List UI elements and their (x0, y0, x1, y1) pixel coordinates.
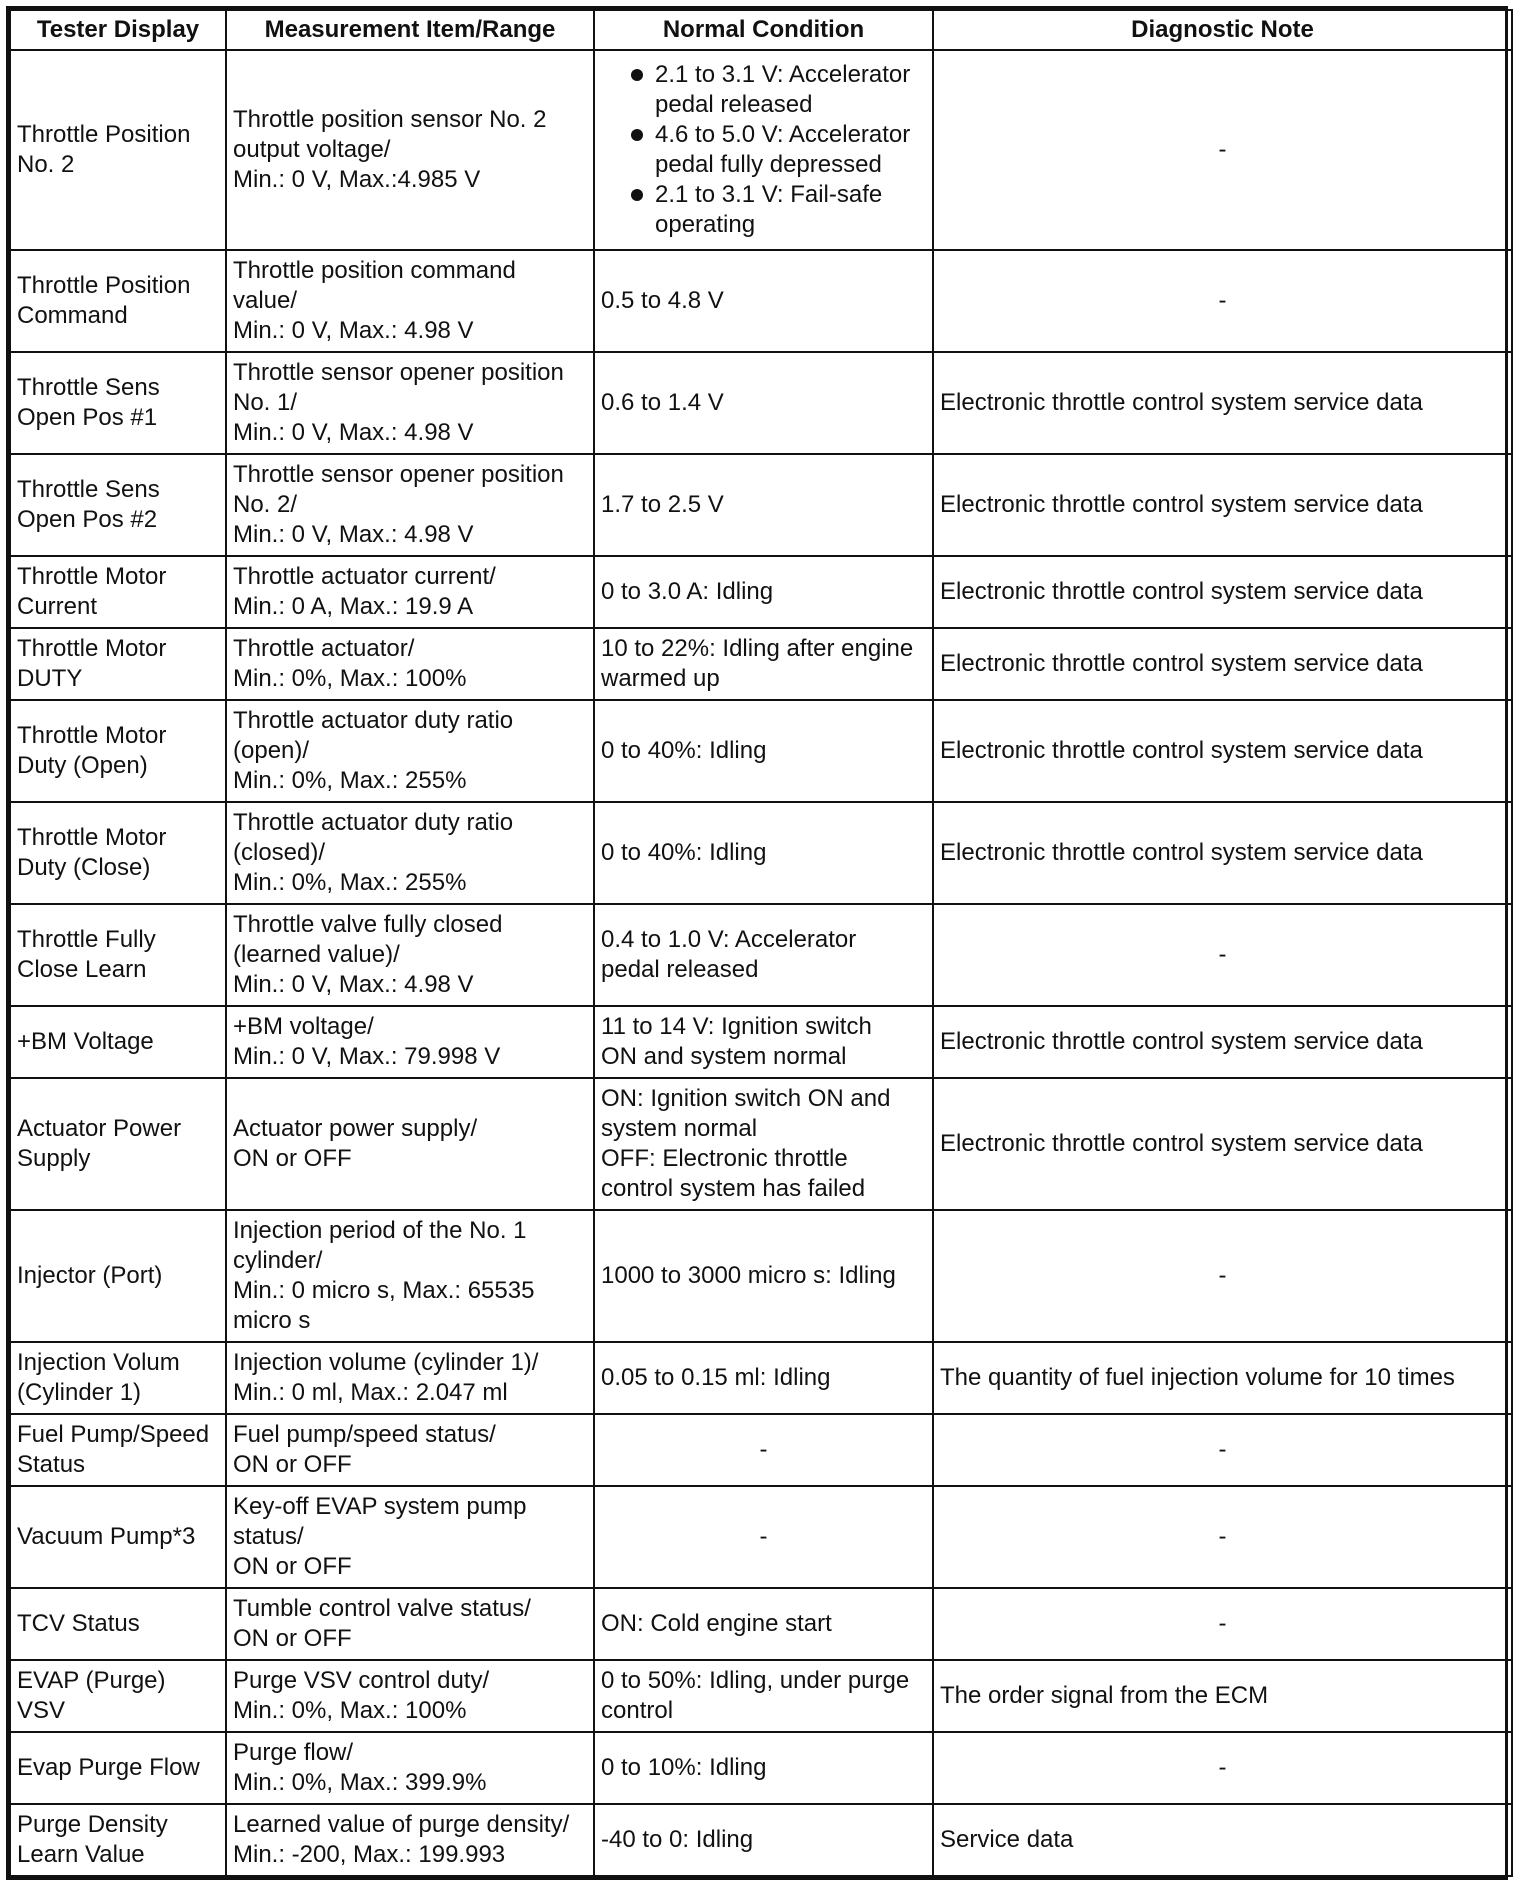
cell-diagnostic-note: Electronic throttle control system service data (933, 628, 1512, 700)
cell-diagnostic-note: - (933, 1210, 1512, 1342)
measurement-line: No. 1/ (233, 389, 298, 416)
cell-measurement-range (226, 628, 594, 700)
cell-diagnostic-note: Electronic throttle control system service data (933, 700, 1512, 802)
cell-normal-condition (594, 700, 933, 802)
cell-diagnostic-note: Service data (933, 1804, 1512, 1876)
measurement-line: value/ (233, 287, 298, 314)
cell-tester-display (10, 1732, 226, 1804)
condition-line: 1000 to 3000 micro s: Idling (601, 1262, 896, 1289)
condition-line: -40 to 0: Idling (601, 1826, 754, 1853)
cell-tester-display (10, 1210, 226, 1342)
measurement-line: (learned value)/ (233, 941, 400, 968)
measurement-line: Throttle actuator/ (233, 635, 415, 662)
cell-normal-condition (594, 1006, 933, 1078)
header-measurement-item: Measurement Item/Range (226, 10, 594, 50)
cell-measurement-range (226, 1342, 594, 1414)
cell-measurement-range (226, 1804, 594, 1876)
cell-measurement-range (226, 700, 594, 802)
table-row (10, 1660, 1512, 1732)
tester-display-line: Throttle Position (17, 121, 191, 148)
table-row (10, 1414, 1512, 1486)
cell-measurement-range (226, 1006, 594, 1078)
condition-line: ON: Cold engine start (601, 1610, 832, 1637)
cell-diagnostic-note: Electronic throttle control system service data (933, 802, 1512, 904)
table-row (10, 1210, 1512, 1342)
condition-line: 0.6 to 1.4 V (601, 389, 724, 416)
tester-display-line: Purge Density (17, 1811, 168, 1838)
cell-measurement-range (226, 802, 594, 904)
condition-line: ON: Ignition switch ON and (601, 1085, 891, 1112)
measurement-line: Min.: 0 V, Max.: 4.98 V (233, 521, 474, 548)
cell-diagnostic-note: Electronic throttle control system service data (933, 556, 1512, 628)
measurement-line: Purge VSV control duty/ (233, 1667, 490, 1694)
cell-diagnostic-note: Electronic throttle control system service data (933, 454, 1512, 556)
cell-tester-display (10, 1804, 226, 1876)
cell-normal-condition (594, 250, 933, 352)
measurement-line: Min.: 0%, Max.: 100% (233, 665, 467, 692)
tester-display-line: EVAP (Purge) (17, 1667, 166, 1694)
table-frame (6, 6, 1508, 1880)
measurement-line: Min.: 0 V, Max.: 79.998 V (233, 1043, 501, 1070)
table-row (10, 556, 1512, 628)
tester-display-line: Fuel Pump/Speed (17, 1421, 210, 1448)
table-row (10, 352, 1512, 454)
measurement-line: Throttle position command (233, 257, 516, 284)
condition-bullet-item: 4.6 to 5.0 V: Accelerator pedal fully depressed (631, 120, 926, 180)
tester-display-line: (Cylinder 1) (17, 1379, 142, 1406)
cell-tester-display (10, 454, 226, 556)
table-row (10, 802, 1512, 904)
tester-display-line: DUTY (17, 665, 83, 692)
measurement-line: cylinder/ (233, 1247, 323, 1274)
cell-diagnostic-note: The quantity of fuel injection volume for 10 times (933, 1342, 1512, 1414)
tester-display-line: Injector (Port) (17, 1262, 163, 1289)
table-row (10, 50, 1512, 250)
cell-normal-condition (594, 904, 933, 1006)
cell-diagnostic-note: Electronic throttle control system service data (933, 1078, 1512, 1210)
measurement-line: Min.: 0 micro s, Max.: 65535 (233, 1277, 535, 1304)
table-row (10, 1342, 1512, 1414)
tester-display-line: Throttle Position (17, 272, 191, 299)
condition-line: 0.5 to 4.8 V (601, 287, 724, 314)
tester-display-line: Throttle Motor (17, 563, 167, 590)
cell-tester-display (10, 1414, 226, 1486)
cell-tester-display (10, 352, 226, 454)
measurement-line: Min.: 0 V, Max.: 4.98 V (233, 419, 474, 446)
condition-line: 11 to 14 V: Ignition switch (601, 1013, 872, 1040)
condition-line: 0.05 to 0.15 ml: Idling (601, 1364, 831, 1391)
measurement-line: Min.: 0%, Max.: 100% (233, 1697, 467, 1724)
measurement-line: Actuator power supply/ (233, 1115, 478, 1142)
measurement-line: Min.: 0 A, Max.: 19.9 A (233, 593, 474, 620)
header-normal-condition: Normal Condition (594, 10, 933, 50)
cell-diagnostic-note: - (933, 1732, 1512, 1804)
table-body (10, 50, 1512, 1876)
cell-normal-condition: - (594, 1414, 933, 1486)
cell-tester-display (10, 1342, 226, 1414)
cell-diagnostic-note: Electronic throttle control system service data (933, 352, 1512, 454)
tester-display-line: Evap Purge Flow (17, 1754, 200, 1781)
measurement-line: Learned value of purge density/ (233, 1811, 570, 1838)
measurement-line: Throttle valve fully closed (233, 911, 503, 938)
header-diagnostic-note: Diagnostic Note (933, 10, 1512, 50)
condition-line: warmed up (601, 665, 720, 692)
measurement-line: ON or OFF (233, 1451, 352, 1478)
measurement-line: Throttle actuator current/ (233, 563, 496, 590)
tester-display-line: Command (17, 302, 128, 329)
tester-display-line: Throttle Motor (17, 722, 167, 749)
cell-normal-condition (594, 1732, 933, 1804)
cell-diagnostic-note: - (933, 1486, 1512, 1588)
measurement-line: Min.: 0%, Max.: 255% (233, 767, 467, 794)
cell-tester-display (10, 250, 226, 352)
tester-display-line: Current (17, 593, 98, 620)
cell-normal-condition (594, 1210, 933, 1342)
condition-line: 0.4 to 1.0 V: Accelerator (601, 926, 857, 953)
measurement-line: ON or OFF (233, 1625, 352, 1652)
cell-normal-condition (594, 1342, 933, 1414)
measurement-line: +BM voltage/ (233, 1013, 374, 1040)
tester-display-line: Injection Volum (17, 1349, 180, 1376)
condition-line: 10 to 22%: Idling after engine (601, 635, 914, 662)
cell-tester-display (10, 1078, 226, 1210)
measurement-line: Throttle actuator duty ratio (233, 707, 514, 734)
condition-line: 0 to 50%: Idling, under purge (601, 1667, 910, 1694)
condition-line: control system has failed (601, 1175, 866, 1202)
tester-display-line: Open Pos #1 (17, 404, 158, 431)
tester-display-line: Status (17, 1451, 86, 1478)
tester-display-line: Vacuum Pump*3 (17, 1523, 196, 1550)
condition-bullet-list (601, 60, 926, 240)
cell-measurement-range (226, 556, 594, 628)
cell-diagnostic-note: - (933, 50, 1512, 250)
cell-tester-display (10, 1006, 226, 1078)
cell-measurement-range (226, 352, 594, 454)
measurement-line: Throttle actuator duty ratio (233, 809, 514, 836)
cell-normal-condition (594, 1078, 933, 1210)
tester-display-line: Throttle Motor (17, 824, 167, 851)
cell-measurement-range (226, 1078, 594, 1210)
cell-diagnostic-note: - (933, 1588, 1512, 1660)
measurement-line: micro s (233, 1307, 311, 1334)
tester-display-line: Throttle Sens (17, 374, 160, 401)
table-row (10, 1588, 1512, 1660)
condition-line: 0 to 40%: Idling (601, 737, 767, 764)
condition-line: control (601, 1697, 674, 1724)
cell-tester-display (10, 50, 226, 250)
cell-diagnostic-note: - (933, 1414, 1512, 1486)
cell-normal-condition (594, 1588, 933, 1660)
cell-measurement-range (226, 454, 594, 556)
cell-diagnostic-note: - (933, 250, 1512, 352)
measurement-line: (open)/ (233, 737, 310, 764)
condition-line: 1.7 to 2.5 V (601, 491, 724, 518)
tester-display-line: Throttle Motor (17, 635, 167, 662)
table-row (10, 628, 1512, 700)
measurement-line: status/ (233, 1523, 304, 1550)
condition-line: ON and system normal (601, 1043, 847, 1070)
measurement-line: Min.: 0 V, Max.: 4.98 V (233, 317, 474, 344)
cell-tester-display (10, 628, 226, 700)
measurement-line: (closed)/ (233, 839, 326, 866)
measurement-line: Min.: 0 ml, Max.: 2.047 ml (233, 1379, 508, 1406)
measurement-line: output voltage/ (233, 136, 391, 163)
cell-diagnostic-note: The order signal from the ECM (933, 1660, 1512, 1732)
measurement-line: Throttle sensor opener position (233, 461, 564, 488)
condition-line: 0 to 3.0 A: Idling (601, 578, 774, 605)
cell-normal-condition (594, 454, 933, 556)
table-row (10, 700, 1512, 802)
measurement-line: Injection volume (cylinder 1)/ (233, 1349, 539, 1376)
document-page (6, 6, 1508, 1880)
cell-measurement-range (226, 1414, 594, 1486)
tester-display-line: Open Pos #2 (17, 506, 158, 533)
tester-display-line: Throttle Fully (17, 926, 156, 953)
measurement-line: Throttle sensor opener position (233, 359, 564, 386)
cell-measurement-range (226, 1486, 594, 1588)
tester-display-line: No. 2 (17, 151, 75, 178)
condition-line: OFF: Electronic throttle (601, 1145, 848, 1172)
cell-measurement-range (226, 1660, 594, 1732)
data-list-table (9, 9, 1513, 1877)
condition-bullet-item: 2.1 to 3.1 V: Accelerator pedal released (631, 60, 926, 120)
cell-measurement-range (226, 1588, 594, 1660)
measurement-line: Purge flow/ (233, 1739, 354, 1766)
measurement-line: Injection period of the No. 1 (233, 1217, 527, 1244)
cell-tester-display (10, 802, 226, 904)
condition-bullet-item: 2.1 to 3.1 V: Fail-safe operating (631, 180, 926, 240)
cell-normal-condition (594, 352, 933, 454)
measurement-line: Fuel pump/speed status/ (233, 1421, 496, 1448)
measurement-line: ON or OFF (233, 1145, 352, 1172)
tester-display-line: +BM Voltage (17, 1028, 154, 1055)
condition-line: system normal (601, 1115, 758, 1142)
tester-display-line: Throttle Sens (17, 476, 160, 503)
tester-display-line: Close Learn (17, 956, 147, 983)
measurement-line: Min.: 0%, Max.: 399.9% (233, 1769, 487, 1796)
cell-diagnostic-note: Electronic throttle control system service data (933, 1006, 1512, 1078)
cell-tester-display (10, 1486, 226, 1588)
tester-display-line: Learn Value (17, 1841, 145, 1868)
tester-display-line: Actuator Power (17, 1115, 182, 1142)
cell-measurement-range (226, 904, 594, 1006)
cell-tester-display (10, 556, 226, 628)
measurement-line: Min.: 0 V, Max.: 4.98 V (233, 971, 474, 998)
table-header-row (10, 10, 1512, 50)
measurement-line: Throttle position sensor No. 2 (233, 106, 547, 133)
measurement-line: Key-off EVAP system pump (233, 1493, 527, 1520)
measurement-line: Tumble control valve status/ (233, 1595, 531, 1622)
table-row (10, 904, 1512, 1006)
measurement-line: Min.: 0%, Max.: 255% (233, 869, 467, 896)
condition-line: 0 to 40%: Idling (601, 839, 767, 866)
table-row (10, 250, 1512, 352)
tester-display-line: Duty (Open) (17, 752, 148, 779)
table-row (10, 1732, 1512, 1804)
table-row (10, 1486, 1512, 1588)
cell-tester-display (10, 700, 226, 802)
cell-measurement-range (226, 250, 594, 352)
condition-line: pedal released (601, 956, 759, 983)
measurement-line: No. 2/ (233, 491, 298, 518)
cell-measurement-range (226, 1210, 594, 1342)
cell-diagnostic-note: - (933, 904, 1512, 1006)
cell-normal-condition (594, 50, 933, 250)
tester-display-line: TCV Status (17, 1610, 140, 1637)
table-row (10, 1804, 1512, 1876)
cell-normal-condition: - (594, 1486, 933, 1588)
cell-measurement-range (226, 1732, 594, 1804)
condition-line: 0 to 10%: Idling (601, 1754, 767, 1781)
header-tester-display: Tester Display (10, 10, 226, 50)
cell-tester-display (10, 904, 226, 1006)
cell-normal-condition (594, 802, 933, 904)
tester-display-line: Supply (17, 1145, 91, 1172)
measurement-line: Min.: -200, Max.: 199.993 (233, 1841, 506, 1868)
cell-tester-display (10, 1588, 226, 1660)
tester-display-line: Duty (Close) (17, 854, 151, 881)
table-row (10, 1006, 1512, 1078)
cell-tester-display (10, 1660, 226, 1732)
measurement-line: ON or OFF (233, 1553, 352, 1580)
cell-normal-condition (594, 556, 933, 628)
cell-normal-condition (594, 1804, 933, 1876)
cell-normal-condition (594, 628, 933, 700)
cell-measurement-range (226, 50, 594, 250)
measurement-line: Min.: 0 V, Max.:4.985 V (233, 166, 481, 193)
table-row (10, 1078, 1512, 1210)
table-row (10, 454, 1512, 556)
cell-normal-condition (594, 1660, 933, 1732)
tester-display-line: VSV (17, 1697, 66, 1724)
